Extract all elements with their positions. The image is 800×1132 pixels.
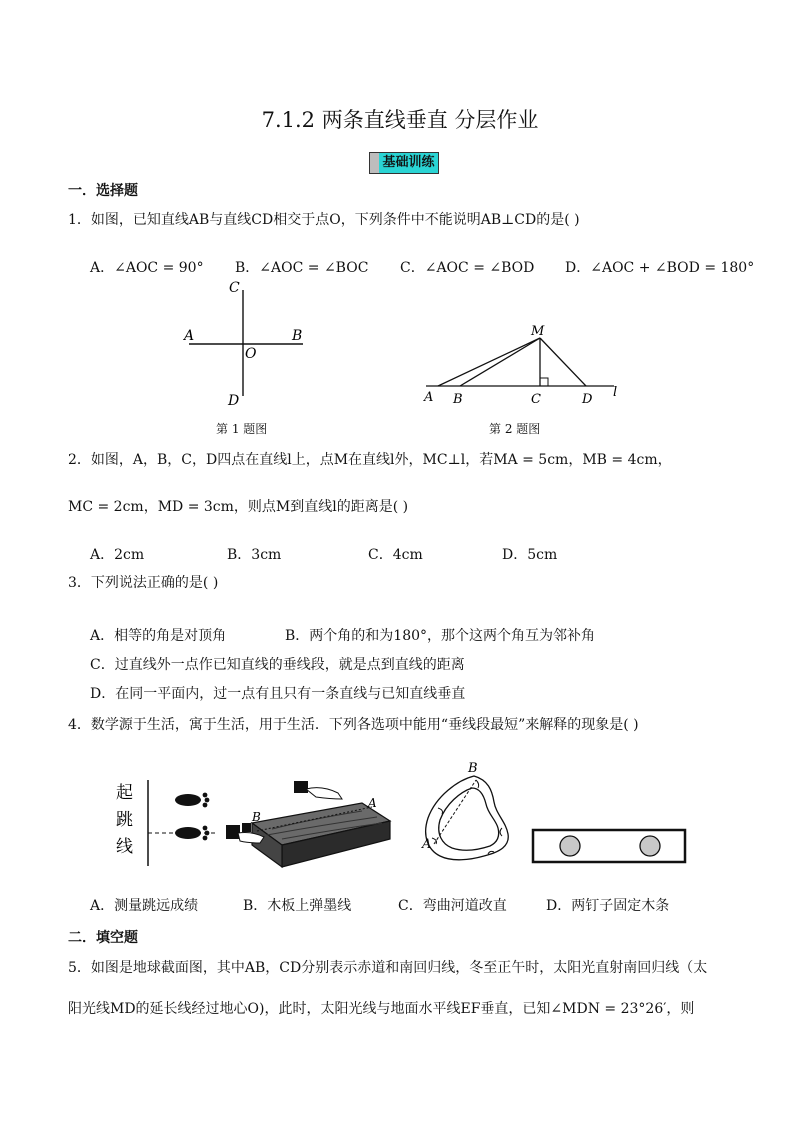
section-heading-choice: 一．选择题 <box>68 183 138 199</box>
jump-line-char-3: 线 <box>116 837 133 857</box>
badge-label: 基础训练 <box>379 153 438 173</box>
q4-option-c: C．弯曲河道改直 <box>398 898 507 914</box>
q1-option-a: A．∠AOC = 90° <box>90 260 204 276</box>
board-label-a: A <box>368 796 377 810</box>
q2-option-a: A．2cm <box>90 547 145 563</box>
fig1-label-c: C <box>229 280 240 296</box>
q3-option-b: B．两个角的和为180°，那个这两个角互为邻补角 <box>285 628 596 644</box>
board-label-b: B <box>252 810 261 824</box>
fig2-label-c: C <box>531 392 541 407</box>
q3-option-a: A．相等的角是对顶角 <box>90 628 227 644</box>
q2-option-c: C．4cm <box>368 547 423 563</box>
fig2-label-a: A <box>424 390 434 405</box>
section-badge <box>369 152 439 174</box>
jump-line-char-2: 跳 <box>116 810 133 830</box>
fig1-label-o: O <box>245 346 257 362</box>
fig2-label-l: l <box>613 385 618 400</box>
section-heading-fill: 二．填空题 <box>68 930 138 946</box>
fig2-label-d: D <box>582 392 593 407</box>
figure-2-triangle <box>418 318 628 408</box>
fig2-label-m: M <box>531 324 545 339</box>
jump-line-char-1: 起 <box>116 783 133 803</box>
question-4-text: 4．数学源于生活，寓于生活，用于生活．下列各选项中能用“垂线段最短”来解释的现象是( ) <box>68 717 639 733</box>
q2-option-d: D．5cm <box>502 547 558 563</box>
picture-nails-strip <box>530 826 690 866</box>
q3-option-d: D．在同一平面内，过一点有且只有一条直线与已知直线垂直 <box>90 686 466 702</box>
q3-option-c: C．过直线外一点作已知直线的垂线段，就是点到直线的距离 <box>90 657 465 673</box>
question-5-line-1: 5．如图是地球截面图，其中AB，CD分别表示赤道和南回归线，冬至正午时，太阳光直射南回归线（太 <box>68 960 708 976</box>
river-label-b: B <box>468 761 478 776</box>
nail-icon <box>560 836 580 856</box>
figure-1-caption: 第 1 题图 <box>216 422 268 436</box>
q1-option-d: D．∠AOC + ∠BOD = 180° <box>565 260 755 276</box>
question-1-text: 1．如图，已知直线AB与直线CD相交于点O，下列条件中不能说明AB⊥CD的是( ) <box>68 212 580 228</box>
fig1-label-a: A <box>184 328 195 344</box>
question-2-line-1: 2．如图，A，B，C，D四点在直线l上，点M在直线l外，MC⊥l，若MA = 5cm，MB = 4cm， <box>68 452 672 468</box>
picture-curved-river <box>418 756 518 868</box>
q1-option-c: C．∠AOC = ∠BOD <box>400 260 535 276</box>
q4-option-a: A．测量跳远成绩 <box>90 898 199 914</box>
q1-option-b: B．∠AOC = ∠BOC <box>235 260 369 276</box>
badge-marker <box>370 153 379 173</box>
picture-ink-line-board <box>212 775 397 875</box>
q2-option-b: B．3cm <box>227 547 282 563</box>
question-2-line-2: MC = 2cm，MD = 3cm，则点M到直线l的距离是( ) <box>68 499 409 515</box>
figure-2-caption: 第 2 题图 <box>489 422 541 436</box>
nail-icon <box>640 836 660 856</box>
question-5-line-2: 阳光线MD的延长线经过地心O)，此时，太阳光线与地面水平线EF垂直，已知∠MDN = 23°26′，则 <box>68 1001 695 1017</box>
fig1-label-d: D <box>228 393 240 409</box>
river-label-a: A <box>422 837 432 852</box>
fig2-label-b: B <box>453 392 463 407</box>
figure-1-intersecting-lines <box>175 278 315 410</box>
fig1-label-b: B <box>292 328 303 344</box>
page-title: 7.1.2 两条直线垂直 分层作业 <box>261 108 539 132</box>
q4-option-d: D．两钉子固定木条 <box>546 898 670 914</box>
picture-long-jump <box>112 778 224 870</box>
question-3-text: 3．下列说法正确的是( ) <box>68 575 219 591</box>
q4-option-b: B．木板上弹墨线 <box>243 898 352 914</box>
